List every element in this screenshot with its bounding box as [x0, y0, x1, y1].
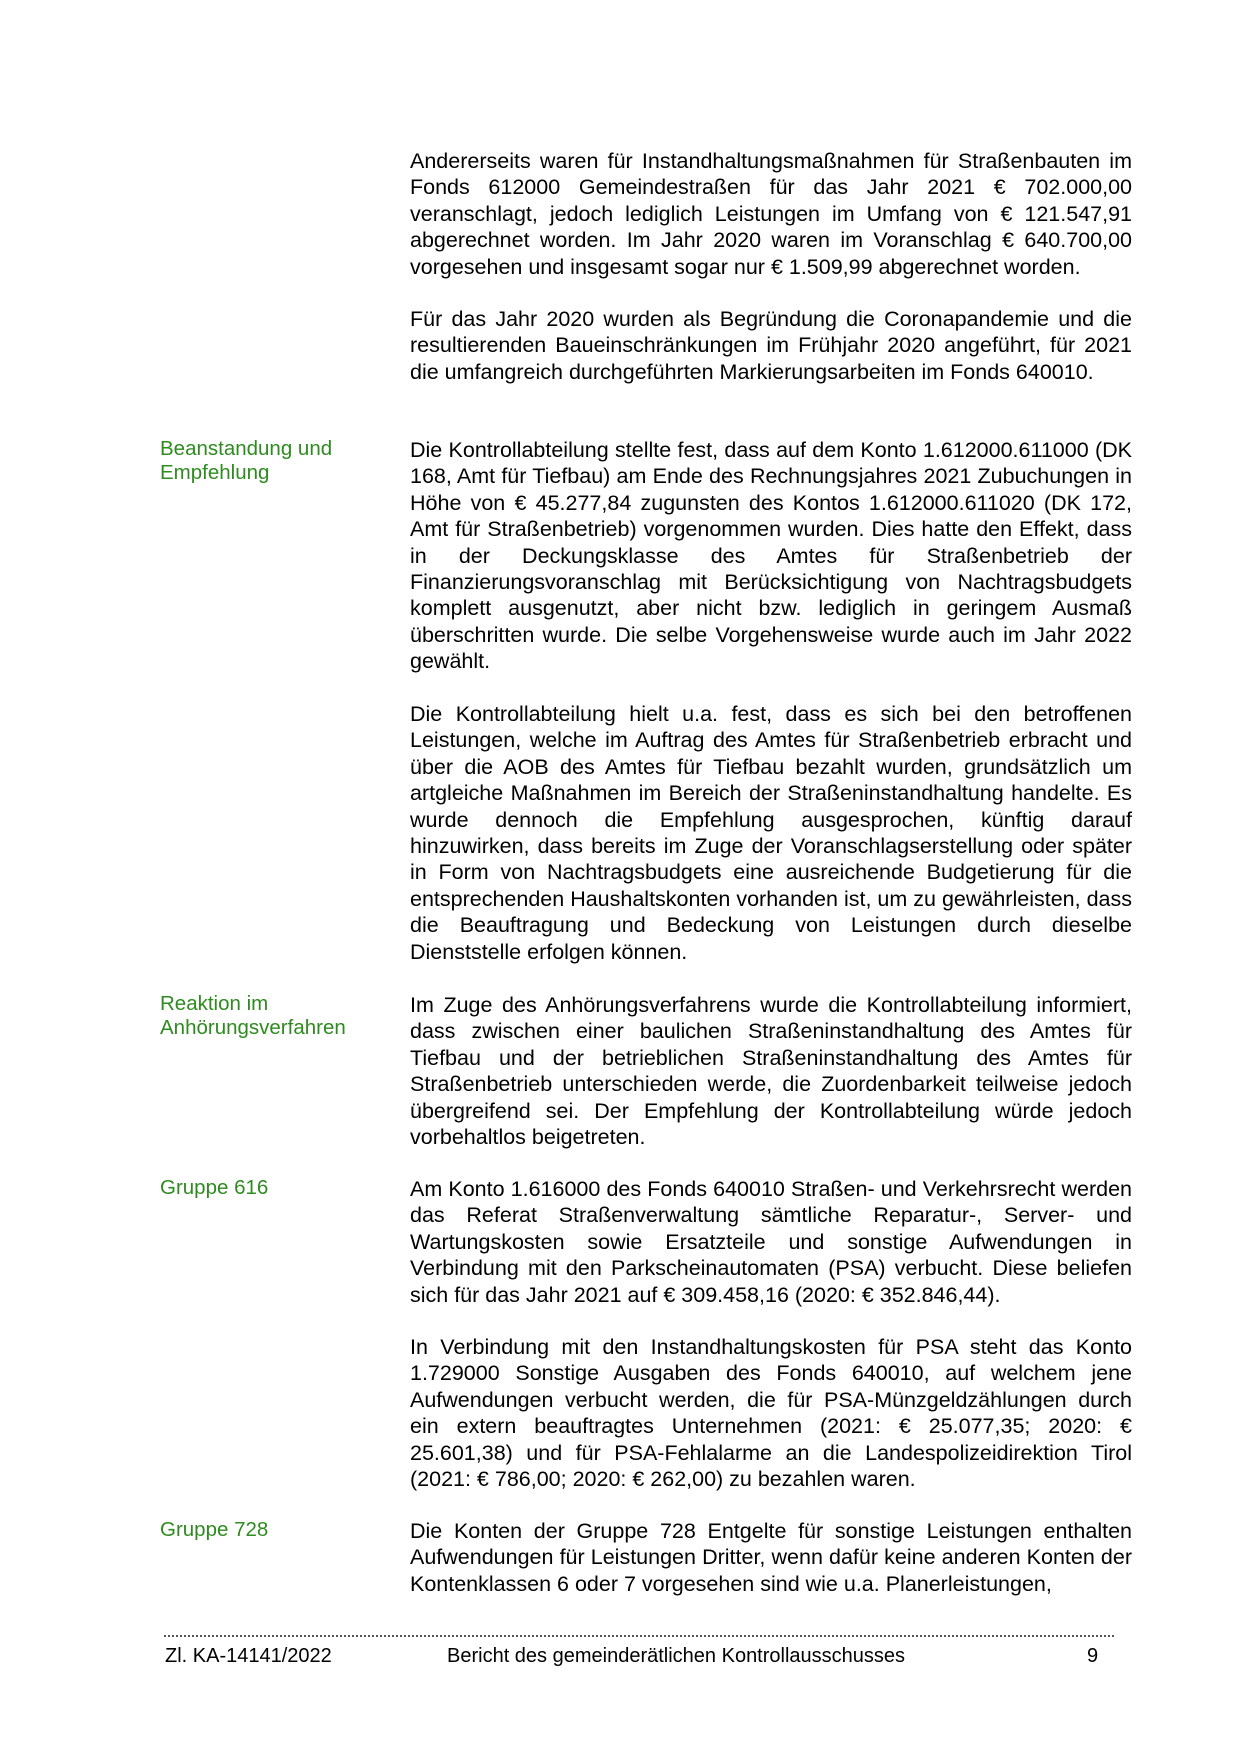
paragraph-psa-kosten — [410, 1334, 1132, 1492]
paragraph-reaktion — [410, 992, 1132, 1150]
paragraph-begruendung — [410, 306, 1132, 385]
paragraph-text: Die Kontrollabteilung hielt u.a. fest, dass es sich bei den betroffenen Leistungen, welche im Auftrag des Amtes für Straßenbetrieb erbracht und über die AOB des Amtes für Tiefbau bezahlt wurden, grundsätzlich um artgleiche Maßnahmen im Bereich der Straßeninstandhaltung handelte. Es wurde dennoch die Empfehlung ausgesprochen, künftig darauf hinzuwirken, dass bereits im Zuge der Voranschlagserstellung oder später in Form von Nachtragsbudgets eine ausreichende Budgetierung für die entsprechenden Haushaltskonten vorhanden ist, um zu gewährleisten, dass die Beauftragung und Bedeckung von Leistungen durch dieselbe Dienststelle erfolgen können. — [410, 702, 1132, 964]
footer-page-number: 9 — [1087, 1645, 1099, 1667]
paragraph-text: Die Kontrollabteilung stellte fest, dass auf dem Konto 1.612000.611000 (DK 168, Amt für Tiefbau) am Ende des Rechnungsjahres 2021 Zubuchungen in Höhe von € 45.277,84 zugunsten des Kontos 1.612000.611020 (DK 172, Amt für Straßenbetrieb) vorgenommen wurden. Dies hatte den Effekt, dass in der Deckungsklasse des Amtes für Straßenbetrieb der Finanzierungsvoranschlag mit Berücksichtigung von Nachtragsbudgets komplett ausgenutzt, aber nicht bzw. lediglich in geringem Ausmaß überschritten wurde. Die selbe Vorgehensweise wurde auch im Jahr 2022 gewählt. — [410, 438, 1132, 674]
paragraph-text: Die Konten der Gruppe 728 Entgelte für sonstige Leistungen enthalten Aufwendungen für Leistungen Dritter, wenn dafür keine anderen Konten der Kontenklassen 6 oder 7 vorgesehen sind wie u.a. Planerleistungen, — [410, 1519, 1132, 1596]
paragraph-beanstandung — [410, 437, 1132, 675]
paragraph-text: Andererseits waren für Instandhaltungsmaßnahmen für Straßenbauten im Fonds 612000 Gemeindestraßen für das Jahr 2021 € 702.000,00 veranschlagt, jedoch lediglich Leistungen im Umfang von € 121.547,91 abgerechnet worden. Im Jahr 2020 waren im Voranschlag € 640.700,00 vorgesehen und insgesamt sogar nur € 1.509,99 abgerechnet worden. — [410, 149, 1132, 279]
paragraph-gruppe-728 — [410, 1518, 1132, 1597]
paragraph-text: Im Zuge des Anhörungsverfahrens wurde die Kontrollabteilung informiert, dass zwischen einer baulichen Straßeninstandhaltung des Amtes für Tiefbau und der betrieblichen Straßeninstandhaltung des Amtes für Straßenbetrieb unterschieden werde, die Zuordenbarkeit teilweise jedoch übergreifend sei. Der Empfehlung der Kontrollabteilung würde jedoch vorbehaltlos beigetreten. — [410, 993, 1132, 1150]
paragraph-text: Für das Jahr 2020 wurden als Begründung die Coronapandemie und die resultierenden Baueinschränkungen im Frühjahr 2020 angeführt, für 2021 die umfangreich durchgeführten Markierungsarbeiten im Fonds 640010. — [410, 307, 1132, 384]
paragraph-text: Am Konto 1.616000 des Fonds 640010 Straßen- und Verkehrsrecht werden das Referat Straßenverwaltung sämtliche Reparatur-, Server- und Wartungskosten sowie Ersatzteile und sonstige Aufwendungen in Verbindung mit den Parkscheinautomaten (PSA) verbucht. Diese beliefen sich für das Jahr 2021 auf € 309.458,16 (2020: € 352.846,44). — [410, 1177, 1132, 1307]
paragraph-text: In Verbindung mit den Instandhaltungskosten für PSA steht das Konto 1.729000 Sonstige Ausgaben des Fonds 640010, auf welchem jene Aufwendungen verbucht werden, die für PSA-Münzgeldzählungen durch ein extern beauftragtes Unternehmen (2021: € 25.077,35; 2020: € 25.601,38) und für PSA-Fehlalarme an die Landespolizeidirektion Tirol (2021: € 786,00; 2020: € 262,00) zu bezahlen waren. — [410, 1335, 1132, 1492]
side-label-gruppe-728: Gruppe 728 — [160, 1518, 269, 1541]
footer-divider — [164, 1635, 1114, 1637]
paragraph-gruppe-616 — [410, 1176, 1132, 1308]
paragraph-empfehlung — [410, 701, 1132, 965]
footer-title: Bericht des gemeinderätlichen Kontrollausschusses — [447, 1645, 906, 1667]
paragraph-instandhaltung — [410, 148, 1132, 280]
side-label-gruppe-616: Gruppe 616 — [160, 1176, 269, 1199]
footer-doc-id: Zl. KA-14141/2022 — [165, 1645, 332, 1667]
side-label-beanstandung: Beanstandung und Empfehlung — [160, 437, 333, 484]
side-label-reaktion: Reaktion im Anhörungsverfahren — [160, 992, 346, 1039]
